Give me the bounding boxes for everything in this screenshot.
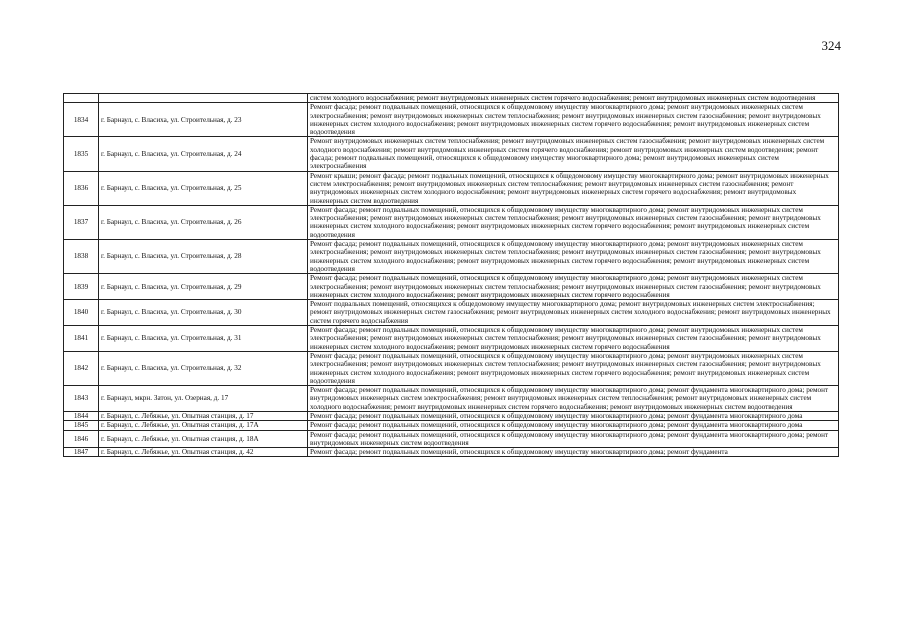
row-number-cell bbox=[64, 94, 99, 103]
row-number-cell: 1840 bbox=[64, 300, 99, 326]
table-row bbox=[64, 171, 839, 205]
works-cell: Ремонт фасада; ремонт подвальных помещений, относящихся к общедомовому имуществу многоквартирного дома; ремонт фундамента многоквартирного дома; ремонт внутридомовых инженерных систем водоотведения bbox=[308, 430, 839, 448]
address-cell bbox=[99, 94, 308, 103]
table-row bbox=[64, 430, 839, 448]
table-row bbox=[64, 137, 839, 171]
row-number-cell: 1846 bbox=[64, 430, 99, 448]
row-number-cell: 1838 bbox=[64, 240, 99, 274]
address-cell: г. Барнаул, с. Власиха, ул. Строительная, д. 23 bbox=[99, 103, 308, 137]
works-cell: Ремонт фасада; ремонт подвальных помещений, относящихся к общедомовому имуществу многоквартирного дома; ремонт фундамента bbox=[308, 448, 839, 457]
table-row bbox=[64, 421, 839, 430]
works-cell: Ремонт подвальных помещений, относящихся к общедомовому имуществу многоквартирного дома; ремонт внутридомовых инженерных систем электроснабжения; ремонт внутридомовых инженерных систем газоснабжения; ремонт внутридомовых инженерных систем холодного водоснабжения; ремонт внутридомовых инженерных систем горячего водоснабжения bbox=[308, 300, 839, 326]
address-cell: г. Барнаул, с. Власиха, ул. Строительная, д. 24 bbox=[99, 137, 308, 171]
works-cell: Ремонт фасада; ремонт подвальных помещений, относящихся к общедомовому имуществу многоквартирного дома; ремонт фундамента многоквартирного дома bbox=[308, 421, 839, 430]
table-row bbox=[64, 448, 839, 457]
table-row bbox=[64, 326, 839, 352]
table-row bbox=[64, 386, 839, 412]
table-row bbox=[64, 94, 839, 103]
works-cell: Ремонт фасада; ремонт подвальных помещений, относящихся к общедомовому имуществу многоквартирного дома; ремонт фундамента многоквартирного дома bbox=[308, 411, 839, 420]
address-cell: г. Барнаул, с. Лебяжье, ул. Опытная станция, д. 17 bbox=[99, 411, 308, 420]
row-number-cell: 1842 bbox=[64, 351, 99, 385]
works-cell: Ремонт крыши; ремонт фасада; ремонт подвальных помещений, относящихся к общедомовому имуществу многоквартирного дома; ремонт внутридомовых инженерных систем электроснабжения; ремонт внутридомовых инженерных систем теплоснабжения; ремонт внутридомовых инженерных систем газоснабжения; ремонт внутридомовых инженерных систем холодного водоснабжения; ремонт внутридомовых инженерных систем горячего водоснабжения; ремонт внутридомовых инженерных систем водоотведения bbox=[308, 171, 839, 205]
works-cell: Ремонт фасада; ремонт подвальных помещений, относящихся к общедомовому имуществу многоквартирного дома; ремонт внутридомовых инженерных систем электроснабжения; ремонт внутридомовых инженерных систем теплоснабжения; ремонт внутридомовых инженерных систем газоснабжения; ремонт внутридомовых инженерных систем холодного водоснабжения; ремонт внутридомовых инженерных систем горячего водоснабжения; ремонт внутридомовых инженерных систем водоотведения bbox=[308, 205, 839, 239]
table-body bbox=[64, 94, 839, 457]
address-cell: г. Барнаул, с. Лебяжье, ул. Опытная станция, д. 17А bbox=[99, 421, 308, 430]
table-row bbox=[64, 103, 839, 137]
table-row bbox=[64, 351, 839, 385]
works-cell: систем холодного водоснабжения; ремонт внутридомовых инженерных систем горячего водоснабжения; ремонт внутридомовых инженерных систем водоотведения bbox=[308, 94, 839, 103]
table-row bbox=[64, 411, 839, 420]
row-number-cell: 1837 bbox=[64, 205, 99, 239]
row-number-cell: 1835 bbox=[64, 137, 99, 171]
table-row bbox=[64, 300, 839, 326]
address-cell: г. Барнаул, мкрн. Затон, ул. Озерная, д. 17 bbox=[99, 386, 308, 412]
row-number-cell: 1836 bbox=[64, 171, 99, 205]
row-number-cell: 1845 bbox=[64, 421, 99, 430]
table-row bbox=[64, 274, 839, 300]
works-cell: Ремонт фасада; ремонт подвальных помещений, относящихся к общедомовому имуществу многоквартирного дома; ремонт внутридомовых инженерных систем электроснабжения; ремонт внутридомовых инженерных систем теплоснабжения; ремонт внутридомовых инженерных систем газоснабжения; ремонт внутридомовых инженерных систем холодного водоснабжения; ремонт внутридомовых инженерных систем горячего водоснабжения bbox=[308, 326, 839, 352]
address-cell: г. Барнаул, с. Лебяжье, ул. Опытная станция, д. 42 bbox=[99, 448, 308, 457]
address-cell: г. Барнаул, с. Власиха, ул. Строительная, д. 26 bbox=[99, 205, 308, 239]
row-number-cell: 1841 bbox=[64, 326, 99, 352]
address-cell: г. Барнаул, с. Власиха, ул. Строительная, д. 32 bbox=[99, 351, 308, 385]
works-cell: Ремонт фасада; ремонт подвальных помещений, относящихся к общедомовому имуществу многоквартирного дома; ремонт внутридомовых инженерных систем электроснабжения; ремонт внутридомовых инженерных систем теплоснабжения; ремонт внутридомовых инженерных систем газоснабжения; ремонт внутридомовых инженерных систем холодного водоснабжения; ремонт внутридомовых инженерных систем горячего водоснабжения bbox=[308, 274, 839, 300]
table-row bbox=[64, 240, 839, 274]
address-cell: г. Барнаул, с. Власиха, ул. Строительная, д. 31 bbox=[99, 326, 308, 352]
row-number-cell: 1834 bbox=[64, 103, 99, 137]
address-cell: г. Барнаул, с. Власиха, ул. Строительная, д. 25 bbox=[99, 171, 308, 205]
works-cell: Ремонт внутридомовых инженерных систем теплоснабжения; ремонт внутридомовых инженерных систем газоснабжения; ремонт внутридомовых инженерных систем холодного водоснабжения; ремонт внутридомовых инженерных систем горячего водоснабжения; ремонт внутридомовых инженерных систем водоотведения; ремонт фасада; ремонт подвальных помещений, относящихся к общедомовому имуществу многоквартирного дома; ремонт внутридомовых инженерных систем электроснабжения bbox=[308, 137, 839, 171]
row-number-cell: 1839 bbox=[64, 274, 99, 300]
table-row bbox=[64, 205, 839, 239]
works-cell: Ремонт фасада; ремонт подвальных помещений, относящихся к общедомовому имуществу многоквартирного дома; ремонт фундамента многоквартирного дома; ремонт внутридомовых инженерных систем электроснабжения; ремонт внутридомовых инженерных систем теплоснабжения; ремонт внутридомовых инженерных систем холодного водоснабжения; ремонт внутридомовых инженерных систем горячего водоснабжения; ремонт внутридомовых инженерных систем водоотведения bbox=[308, 386, 839, 412]
page-number: 324 bbox=[821, 38, 841, 53]
address-cell: г. Барнаул, с. Власиха, ул. Строительная, д. 28 bbox=[99, 240, 308, 274]
repair-register-table bbox=[63, 93, 839, 457]
row-number-cell: 1843 bbox=[64, 386, 99, 412]
works-cell: Ремонт фасада; ремонт подвальных помещений, относящихся к общедомовому имуществу многоквартирного дома; ремонт внутридомовых инженерных систем электроснабжения; ремонт внутридомовых инженерных систем теплоснабжения; ремонт внутридомовых инженерных систем газоснабжения; ремонт внутридомовых инженерных систем холодного водоснабжения; ремонт внутридомовых инженерных систем горячего водоснабжения; ремонт внутридомовых инженерных систем водоотведения bbox=[308, 240, 839, 274]
row-number-cell: 1847 bbox=[64, 448, 99, 457]
address-cell: г. Барнаул, с. Власиха, ул. Строительная, д. 29 bbox=[99, 274, 308, 300]
works-cell: Ремонт фасада; ремонт подвальных помещений, относящихся к общедомовому имуществу многоквартирного дома; ремонт внутридомовых инженерных систем электроснабжения; ремонт внутридомовых инженерных систем теплоснабжения; ремонт внутридомовых инженерных систем газоснабжения; ремонт внутридомовых инженерных систем холодного водоснабжения; ремонт внутридомовых инженерных систем горячего водоснабжения; ремонт внутридомовых инженерных систем водоотведения bbox=[308, 103, 839, 137]
address-cell: г. Барнаул, с. Власиха, ул. Строительная, д. 30 bbox=[99, 300, 308, 326]
row-number-cell: 1844 bbox=[64, 411, 99, 420]
works-cell: Ремонт фасада; ремонт подвальных помещений, относящихся к общедомовому имуществу многоквартирного дома; ремонт внутридомовых инженерных систем электроснабжения; ремонт внутридомовых инженерных систем теплоснабжения; ремонт внутридомовых инженерных систем газоснабжения; ремонт внутридомовых инженерных систем холодного водоснабжения; ремонт внутридомовых инженерных систем горячего водоснабжения; ремонт внутридомовых инженерных систем водоотведения bbox=[308, 351, 839, 385]
address-cell: г. Барнаул, с. Лебяжье, ул. Опытная станция, д. 18А bbox=[99, 430, 308, 448]
